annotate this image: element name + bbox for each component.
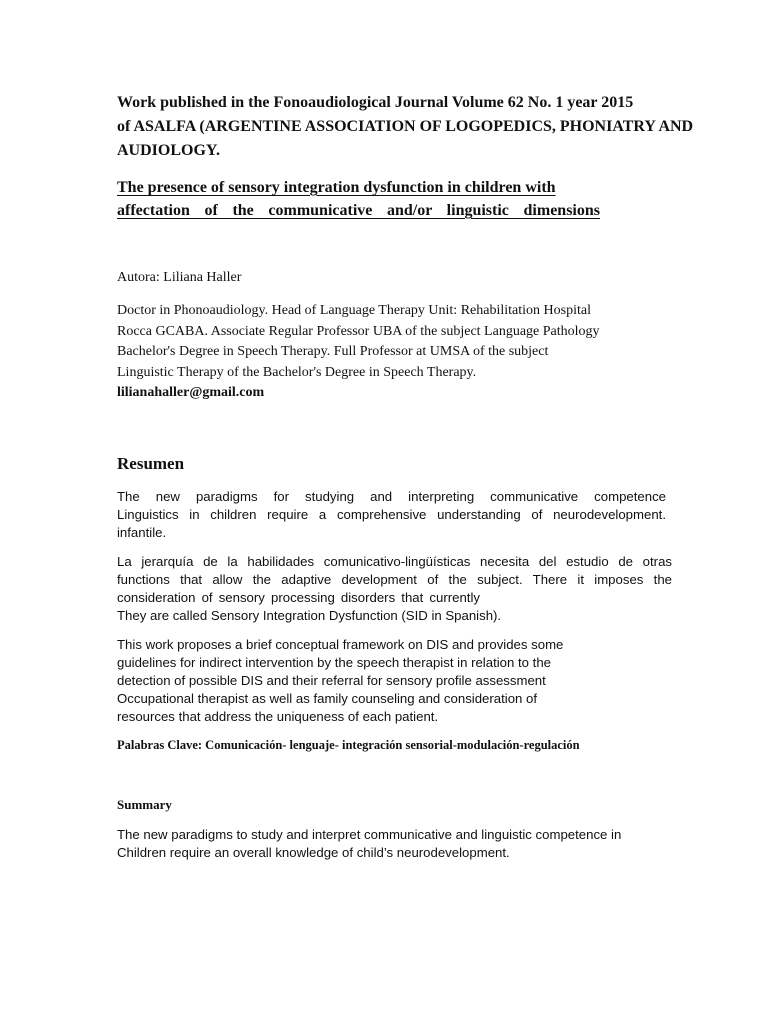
paragraph-line: They are called Sensory Integration Dysfunction (SID in Spanish).	[117, 608, 502, 623]
paragraph-line: detection of possible DIS and their referral for sensory profile assessment	[117, 673, 546, 688]
paragraph-line: This work proposes a brief conceptual framework on DIS and provides some	[117, 637, 564, 652]
summary-paragraph-1	[117, 826, 677, 862]
paragraph-line: The new paradigms for studying and interpreting communicative competence	[117, 489, 666, 504]
bio-line: Linguistic Therapy of the Bachelor's Degree in Speech Therapy.	[117, 364, 477, 380]
author-line: Autora: Liliana Haller	[117, 270, 242, 285]
paragraph-line: Linguistics in children require a comprehensive understanding of neurodevelopment.	[117, 507, 666, 522]
resumen-paragraph-2	[117, 553, 672, 625]
publication-line-1: Work published in the Fonoaudiological Journal Volume 62 No. 1 year 2015	[117, 94, 634, 111]
paragraph-line: resources that address the uniqueness of each patient.	[117, 709, 439, 724]
resumen-paragraph-1	[117, 488, 666, 542]
paragraph-line: functions that allow the adaptive development of the subject. There it imposes the	[117, 572, 672, 587]
publication-line-2: of ASALFA (ARGENTINE ASSOCIATION OF LOGOPEDICS, PHONIATRY AND	[117, 118, 694, 135]
bio-line: Bachelor's Degree in Speech Therapy. Full Professor at UMSA of the subject	[117, 344, 549, 359]
bio-line: Doctor in Phonoaudiology. Head of Language Therapy Unit: Rehabilitation Hospital	[117, 303, 591, 318]
paragraph-line: guidelines for indirect intervention by the speech therapist in relation to the	[117, 655, 551, 670]
author-email: lilianahaller@gmail.com	[117, 385, 265, 400]
paragraph-line: infantile.	[117, 525, 167, 540]
resumen-paragraph-3	[117, 636, 617, 726]
bio-line: Rocca GCABA. Associate Regular Professor UBA of the subject Language Pathology	[117, 323, 600, 339]
article-title-line-1: The presence of sensory integration dysfunction in children with	[117, 179, 556, 196]
keywords-line: Palabras Clave: Comunicación- lenguaje- integración sensorial-modulación-regulación	[117, 738, 580, 752]
summary-heading: Summary	[117, 797, 172, 812]
paragraph-line: La jerarquía de la habilidades comunicativo-lingüísticas necesita del estudio de otras	[117, 554, 672, 569]
article-title-line-2: affectation of the communicative and/or linguistic dimensions	[117, 202, 600, 219]
paragraph-line: consideration of sensory processing disorders that currently	[117, 590, 480, 605]
paragraph-line: The new paradigms to study and interpret communicative and linguistic competence in	[117, 827, 622, 842]
paragraph-line: Children require an overall knowledge of child’s neurodevelopment.	[117, 845, 510, 860]
resumen-heading: Resumen	[117, 454, 185, 473]
author-bio	[117, 301, 657, 404]
publication-line-3: AUDIOLOGY.	[117, 142, 220, 159]
paragraph-line: Occupational therapist as well as family counseling and consideration of	[117, 691, 538, 706]
